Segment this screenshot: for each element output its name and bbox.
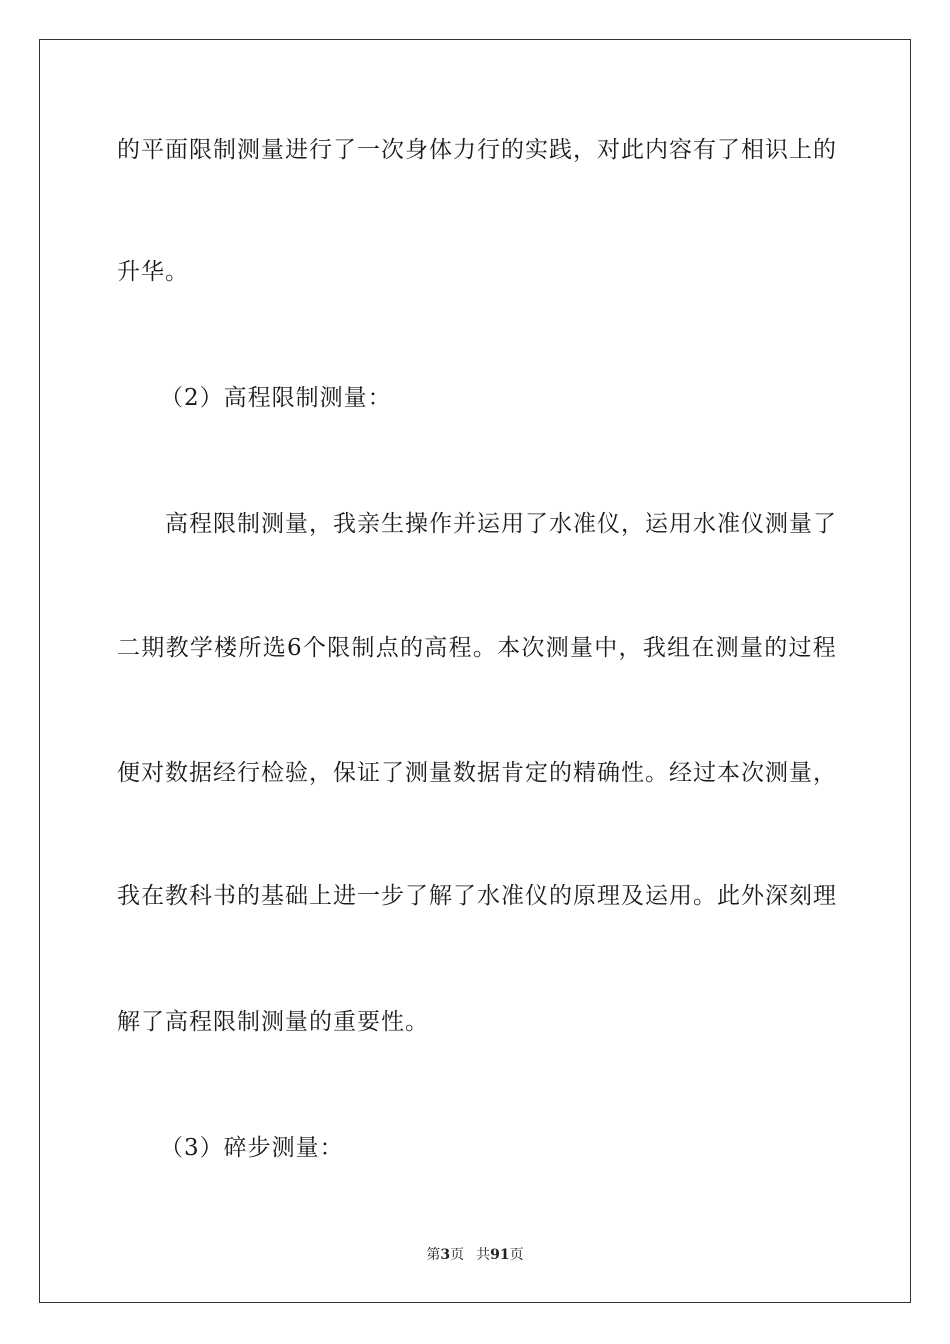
page-footer bbox=[0, 1246, 950, 1264]
text-line-2: 升华。 bbox=[117, 259, 189, 285]
section-heading-2: （2）高程限制测量： bbox=[160, 385, 392, 411]
total-suffix: 页 bbox=[509, 1247, 524, 1263]
page-border bbox=[39, 39, 911, 1303]
text-line-3: 高 程 限 制 测 量 ， 我 亲 生 操 作 并 运 用 了 水 准 仪 ， 运 用 水 准 仪 测 量 了 bbox=[165, 511, 837, 537]
text-line-7: 解了高程限制测量的重要性。 bbox=[117, 1009, 429, 1035]
page-suffix: 页 bbox=[450, 1247, 465, 1263]
page-number: 3 bbox=[440, 1247, 451, 1263]
text-line-6: 我 在 教 科 书 的 基 础 上 进 一 步 了 解 了 水 准 仪 的 原 理 及 运 用 。 此 外 深 刻 理 bbox=[117, 883, 837, 909]
total-prefix: 共 bbox=[476, 1247, 491, 1263]
section-heading-3: （3）碎步测量： bbox=[160, 1135, 344, 1161]
text-line-5: 便 对 数 据 经 行 检 验 ， 保 证 了 测 量 数 据 肯 定 的 精 确 性 。 经 过 本 次 测 量 ， bbox=[117, 760, 837, 786]
page-prefix: 第 bbox=[426, 1247, 441, 1263]
total-pages: 91 bbox=[490, 1247, 510, 1263]
text-line-4: 二 期 教 学 楼 所 选 6 个 限 制 点 的 高 程 。 本 次 测 量 中 ， 我 组 在 测 量 的 过 程 bbox=[117, 635, 837, 661]
text-line-1: 的 平 面 限 制 测 量 进 行 了 一 次 身 体 力 行 的 实 践 ， 对 此 内 容 有 了 相 识 上 的 bbox=[117, 137, 837, 163]
